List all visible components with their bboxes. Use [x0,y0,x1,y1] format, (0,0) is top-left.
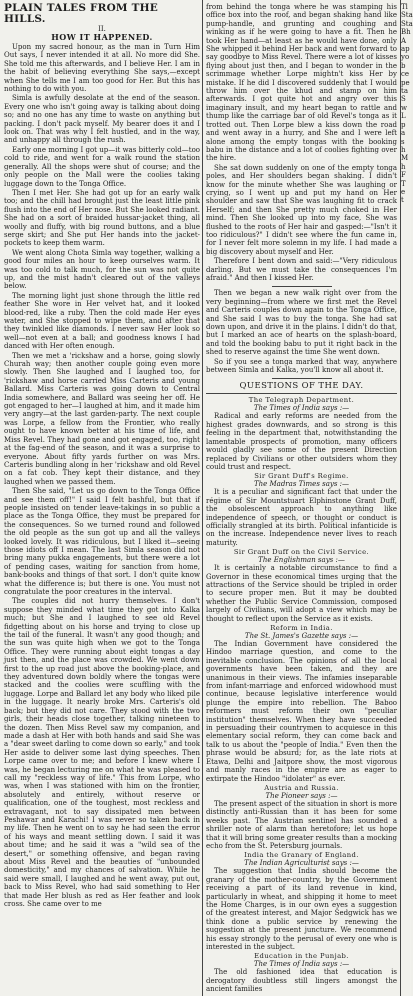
edge-fragment: pe [401,78,410,87]
left-column [0,0,202,996]
heading-rule [206,393,397,394]
paragraph: The couples did not hurry themselves. I don't suppose they minded what time they got into Kalka much; but She and I laughed to see old Revel fidgetting about on his horse and trying to close up the tail of the funeral. It wasn't any good though; and the sun was quite high when we got to the Tonga Office. They were running about eight tongas a day just then, and the place was crowded. We went down first to the up road just above the booking-place, and they adventured down boldly where the tongas were stacked and the coolies were scuffling with the luggage. Lorpe and Ballard let any body who liked pile in the luggage. It nearly broke Mrs. Carteris's old back; but they did not care. They stood with the two girls, their heads close together, talking nineteen to the dozen. Then Miss Revel saw my companion, and made a dash at Her with both hands and said She was a "dear sweet darling to come down so early," and took Her aside to deliver some last dying speeches. Then Lorpe came over to me; and before I knew where I was, he began lecturing me on what he was pleased to call my "reckless way of life." This from Lorpe, who was, when I was stationed with him on the frontier, absolutely and entirely, without reserve or qualification, one of the toughest, most reckless and extravagant, not to say dissipated men between Peshawar and Karachi! I was never so taken back in my life. Then he went on to say he had seen the error of his ways and meant settling down. I said it was about time; and he said it was a "wild sea of the desert," or something offensive, and began raving about Miss Revel and the beauties of "unbounded domesticity," and my chances of salvation. While he said were small, I laughed and he went away, put out, back to Miss Revel, who had said something to Her that made Her blush as red as Her feather and look cross. She came over to me [4,597,200,909]
paragraph: Then we began a new walk right over from the very beginning—from where we first met the Revel and Carteris couples down again to the Tonga Office, and She said I was to buy the tonga. She had sat down upon, and drive it in the plains. I didn't do that, but I marked an ace of hearts on the splash-board, and told the booking babu to put it right back in the shed to reserve against the time She went down. [206,289,397,357]
separator-rule [272,286,332,287]
section-text: The old fashioned idea that education is derogatory doubtless still lingers amongst the ancient families [206,968,397,994]
cropped-edge-column [401,0,411,996]
paragraph: Then we met a 'rickshaw and a horse, going slowly Churah way; then another couple going even more slowly. Then She laughed and I laughed too, for 'rickshaw and horse carried Miss Carteris and young Ballard. Miss Carteris was going down to Central India somewhere, and Ballard was seeing her off. He got engaged to her—I laughed at him, and it made him very angry—at the last garden-party. The next couple was Lorpe, a fellow from the Frontier, who really ought to have known better at his time of life, and Miss Revel. They had gone and got engaged, too, right at the fag-end of the season, and it was a surprise to everyone. About fifty yards further on was Mrs. Carteris bundling along in her 'rickshaw and old Revel on a fat cob. They kept their distance, and they laughed when we passed them. [4,351,200,486]
edge-fragment: yo [401,53,410,62]
section-source: The Indian Agriculturist says :— [244,859,359,868]
section-source: The Times of India says :— [253,960,350,969]
section-source: The Madras Times says :— [253,480,350,489]
edge-fragment: h [401,145,406,154]
edge-fragment: ta [401,87,408,96]
edge-fragment: ce [401,70,410,79]
edge-fragment: b [401,61,406,70]
edge-fragment: ap [401,45,410,54]
edge-fragment: Tl [401,3,408,11]
section-heading: Sir Grant Duff's Regime. [254,472,349,481]
edge-fragment: T [401,179,406,188]
edge-fragment: A [401,36,407,45]
section-text: Radical and early reforms are needed from the highest grades downwards, and so strong is this feeling in the department that, notwithstanding the lamentable prospects of promotion, many officers would gladly see some of the present Direction replaced by Civilians or other outsiders whom they could trust and respect. [206,412,397,471]
paragraph: Therefore I bent down and said:—"Very ridiculous darling. But we must take the consequences I'm afraid." And then I kissed Her. [206,257,397,282]
edge-fragment: Sta [401,19,413,28]
paragraph: Upon my sacred honour, as the man in Turn Him Out says, I never intended it at all. No more did She. She told me this afterwards, and I believe Her. I am in the habit of believing everything She says,—except when She tells me I am too good for Her. But this has nothing to do with you. [4,43,200,94]
section-text: The suggestion that India should become the granary of the mother-country, by the Government receiving a part of its land revenue in kind, particularly in wheat, and shipping it home to meet the Home Charges, is in our own eyes a suggestion of the greatest interest, and Major Sedgwick has we think done a public service by renewing the suggestion at the present juncture. We recommend his essay strongly to the perusal of every one who is interested in the subject. [206,867,397,951]
section-source: The Englishman says :— [258,556,345,565]
article-numeral: II. [98,25,106,33]
paragraph: Then I met Her. She had got up for an early walk too; and the chill had brought just the least little pink flush into the end of Her nose. But She looked radiant. She had on a sort of braided hussar-jacket thing, all woolly and fluffy, with big round buttons, and a blue serge skirt; and She put Her hands into the jacket-pockets to keep them warm. [4,188,200,248]
section-heading: Reform in India. [270,624,333,632]
paragraph: We went along Chota Simla way together, walking a good four miles an hour to keep ourselves warm. It was too cold to talk much, for the sun was not quite up, and the mist hadn't cleared out of the valleys below. [4,248,200,291]
edge-fragment: p [401,120,406,129]
separator-rule [272,378,332,379]
edge-fragment: S [401,95,406,104]
edge-fragment: F [401,171,406,180]
paragraph: from behind the tonga where he was stamping his office box into the roof, and began shaking hand like pump-handle, and grunting and coughing and winking as if he were going to have a fit. Then he took Her hand—at least as he would have done, only She whipped it behind Her back and went forward to say goodbye to Miss Revel. There were a lot of kisses flying about just then, and I began to wonder in the scrimmage whether Lorpe mightn't kiss Her by mistake. If he did I discovered suddenly that I would throw him over the khud and stamp on him afterwards. I got quite hot and angry over this imaginary insult, and my heart began to rattle and thump like the carriage bar of old Revel's tonga as it trotted out. Then Lorpe blew a kiss down the road and went away in a hurry, and She and I were left alone among the empty tongas with the booking babu in the distance and a lot of coolies fighting over the hire. [206,3,397,163]
section-text: It is a peculiar and significant fact that under the régime of Sir Mountstuart Elphinstone Grant Duff, the obsolescent approach to anything like independence of speech, or thought or conduct is officially strangled at its birth. Political infanticide is on the increase. Independence never lives to reach maturity. [206,488,397,547]
paragraph: Early one morning I got up—it was bitterly cold—too cold to ride, and went for a walk round the station generally. All the shops were shut of course; and the only people on the Mall were the coolies taking luggage down to the Tonga Office. [4,145,200,188]
section-text: The present aspect of the situation in short is more distinctly anti-Russian than it has been for some weeks past. The Austrian sentinel has sounded a shriller note of alarm than heretofore; let us hope that it will bring some greater results than a mocking echo from the St. Petersburg journals. [206,799,397,850]
edge-fragment: h [401,162,406,171]
article-title: PLAIN TALES FROM THE HILLS. [4,2,158,25]
paragraph: The morning light just shone through the little red feather She wore in Her velvet hat, and it looked blood-red, like a ruby. Then the cold made Her eyes water, and She stopped to wipe them, and after that they twinkled like diamonds. I never saw Her look so well—not even at a ball; and goodness knows I had danced with Her often enough. [4,291,200,351]
edge-fragment: t [401,196,404,205]
edge-fragment: Bh [401,28,411,37]
section-heading: Education in the Punjab. [254,952,349,961]
paragraph: Then She said, "Let us go down to the Tonga Office and see them off!" I said I felt bashful, but that if people insisted on tender leave-takings in so public a place as the Tonga Office, they must be prepared for the consequences. So we turned round and followed the old people as the sun got up and all the valleys looked lovely. It was ridiculous, but I liked it—seeing those idiots off I mean. The last Simla season did not bring many pukka engagements, but there were a lot of pending cases, waiting for sanction from home, bank-books and things of that sort. I don't quite know what the difference is; but there is one. You must not congratulate the poor creatures in the interval. [4,487,200,596]
edge-fragment: Sta [401,11,413,20]
section-source: The Pioneer says :— [265,791,338,800]
paragraph: She sat down suddenly on one of the empty tonga poles, and Her shoulders began shaking. I didn't know for the minute whether She was laughing or crying, so I went up and put my hand on Her shoulder and saw that She was laughing fit to crack Herself; and then She pretty much choked in Her mind. Then She looked up into my face, She was flushed to the roots of Her hair and gasped:—"Isn't it too ridiculous?" I didn't see where the fun came in, for I never felt more solemn in my life. I had made a big discovery about myself and Her. [206,163,397,256]
edge-fragment: s [401,137,405,146]
paragraph: So if you see a tonga marked that way, anywhere between Simla and Kalka, you'll know all about it. [206,357,397,375]
section-heading: India the Granary of England. [244,851,359,860]
edge-fragment: e [401,187,406,196]
section-heading: The Telegraph Department. [248,396,355,405]
section-heading: Sir Grant Duff on the Civil Service. [233,548,370,557]
edge-fragment: a [401,129,406,138]
section-text: It is certainly a notable circumstance to find a Governor in these economical times urging that the attractions of the Service should be tripled in order to secure proper men. But it may be doubted whether the Public Service Commission, composed largely of Civilians, will adopt a view which may be thought to reflect upon the Service as it exists. [206,564,397,623]
edge-fragment: M [401,154,409,163]
column-rule [202,0,203,996]
paragraph: Simla is awfully desolate at the end of the season. Every one who isn't going away is talking about doing so; and no one has any time to waste on anything but packing. I don't pack myself. My bearer does it and I look on. That was why I felt hustled, and in the way, and unhappy all through the rush. [4,94,200,145]
questions-heading: QUESTIONS OF THE DAY. [239,381,364,392]
edge-fragment: L [401,112,406,121]
section-heading: Austria and Russia. [264,783,339,792]
edge-fragment: w [401,103,407,112]
section-text: The Indian Government have considered the Hindoo marriage question, and come to the inevitable conclusion. The opinions of all the local governments have been taken, and they are unanimous in their views. The infamies inseparable from infant-marriage and enforced widowhood must continue, because legislative interference would plunge the empire into rebellion. The Baboo reformers must reform their own "peculiar institution" themselves. When they have succeeded in persuading their countrymen to acquiesce in this elementary social reform, they can come back and talk to us about the "people of India." Even then the phrase would be absurd; for, as the late riots at Etawa, Delhi and Jaitpore show, the most vigorous and manly races in the empire are as eager to extirpate the Hindoo "idolater" as ever. [206,640,397,783]
article-subtitle: HOW IT HAPPENED. [51,32,153,42]
section-source: The St. James's Gazette says :— [244,632,359,640]
right-column [204,0,399,996]
section-source: The Times of India says :— [253,404,350,413]
